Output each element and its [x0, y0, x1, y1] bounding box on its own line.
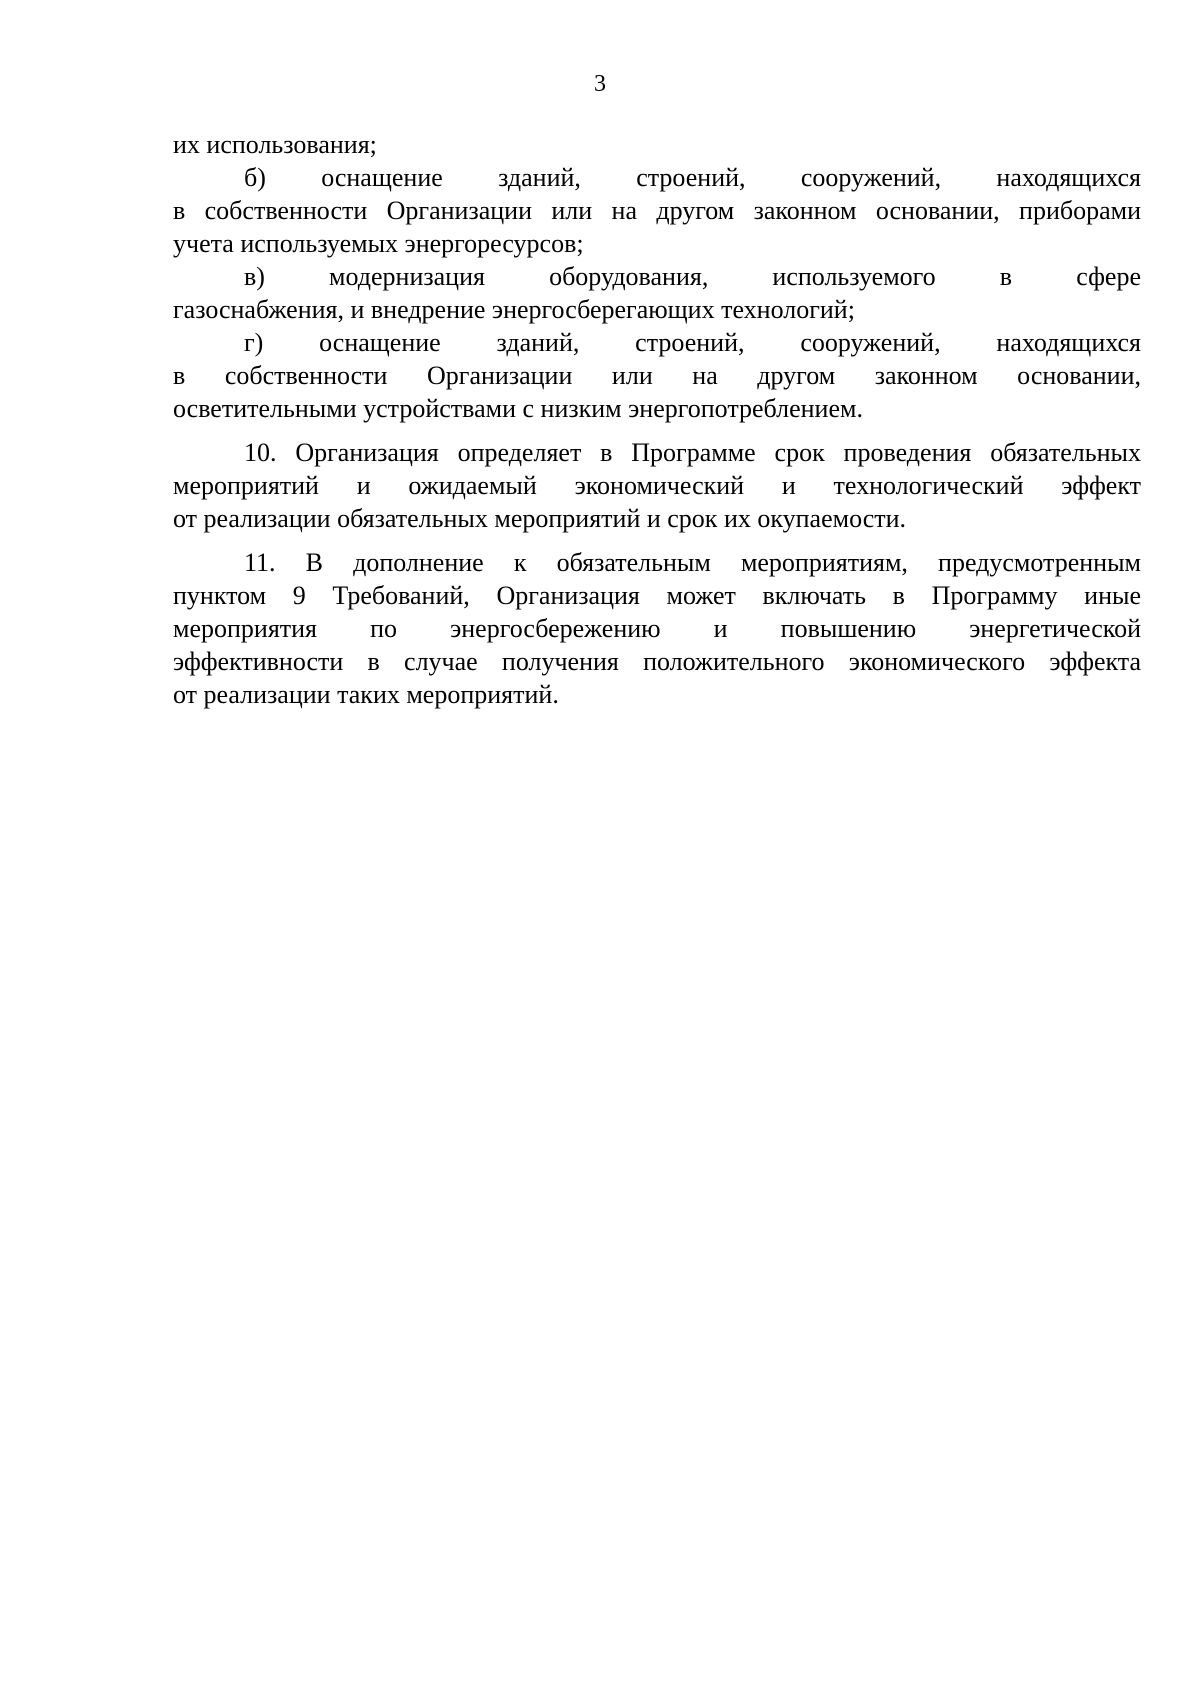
- paragraph-line: мероприятий и ожидаемый экономический и технологический эффект: [173, 471, 1141, 500]
- paragraph-line: пунктом 9 Требований, Организация может включать в Программу иные: [173, 581, 1141, 610]
- paragraph-line: г) оснащение зданий, строений, сооружений, находящихся: [244, 328, 1141, 357]
- paragraph-line: учета используемых энергоресурсов;: [173, 229, 584, 258]
- paragraph-11: [173, 546, 1141, 711]
- paragraph-line: 10. Организация определяет в Программе срок проведения обязательных: [244, 438, 1141, 467]
- paragraph-line: 11. В дополнение к обязательным мероприятиям, предусмотренным: [244, 548, 1141, 577]
- page-number: 3: [594, 71, 606, 97]
- paragraph-line: газоснабжения, и внедрение энергосберегающих технологий;: [173, 295, 855, 324]
- paragraph-line: от реализации таких мероприятий.: [173, 680, 559, 709]
- paragraph-line: б) оснащение зданий, строений, сооружений, находящихся: [244, 163, 1141, 192]
- paragraph-continuation: [173, 128, 1141, 161]
- paragraph-line: в собственности Организации или на другом законном основании,: [173, 361, 1141, 390]
- paragraph-line: осветительными устройствами с низким энергопотреблением.: [173, 394, 863, 423]
- paragraph-line: их использования;: [173, 130, 377, 159]
- paragraph-line: в) модернизация оборудования, используемого в сфере: [244, 262, 1141, 291]
- paragraph-line: эффективности в случае получения положительного экономического эффекта: [173, 647, 1141, 676]
- paragraph-10: [173, 436, 1141, 535]
- paragraph-item-g: [173, 326, 1141, 425]
- paragraph-line: мероприятия по энергосбережению и повышению энергетической: [173, 614, 1141, 643]
- paragraph-line: в собственности Организации или на другом законном основании, приборами: [173, 196, 1141, 225]
- paragraph-item-b: [173, 161, 1141, 260]
- paragraph-item-v: [173, 260, 1141, 326]
- document-body: [173, 128, 1141, 711]
- paragraph-line: от реализации обязательных мероприятий и срок их окупаемости.: [173, 504, 907, 533]
